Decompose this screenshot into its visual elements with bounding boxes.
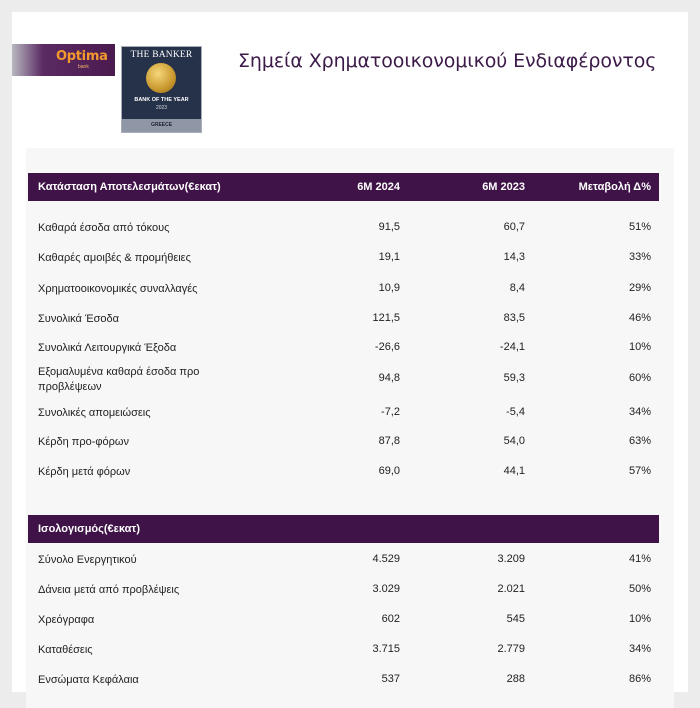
value-2024: 91,5	[378, 221, 400, 233]
value-2024: -26,6	[374, 341, 400, 353]
value-2024: 10,9	[378, 282, 400, 294]
value-2024: 537	[381, 673, 400, 685]
row-label: Καθαρά έσοδα από τόκους	[38, 222, 170, 234]
value-change: 63%	[628, 435, 651, 447]
header-col-2023: 6M 2023	[482, 181, 525, 193]
value-2023: 54,0	[503, 435, 525, 447]
balance-header-label: Ισολογισμός(€εκατ)	[38, 523, 140, 535]
optima-logo-sub: bank	[78, 64, 89, 70]
row-label: Κέρδη προ-φόρων	[38, 436, 130, 448]
award-name: BANK OF THE YEAR	[134, 97, 189, 103]
value-2023: 44,1	[503, 465, 525, 477]
value-change: 33%	[628, 251, 651, 263]
award-title: THE BANKER	[130, 50, 193, 60]
value-2023: -24,1	[499, 341, 525, 353]
value-change: 51%	[628, 221, 651, 233]
value-2023: 14,3	[503, 251, 525, 263]
value-2023: 2.021	[497, 583, 525, 595]
value-change: 86%	[628, 673, 651, 685]
row-label: Συνολικά Έσοδα	[38, 313, 119, 325]
award-country: GREECE	[122, 119, 201, 132]
value-change: 50%	[628, 583, 651, 595]
page-title: Σημεία Χρηματοοικονομικού Ενδιαφέροντος	[238, 50, 657, 72]
optima-logo-text: Optima	[56, 49, 108, 64]
row-label: Δάνεια μετά από προβλέψεις	[38, 584, 180, 596]
financial-table-panel	[26, 148, 674, 708]
value-2023: 8,4	[509, 282, 525, 294]
header-col-change: Μεταβολή Δ%	[578, 181, 651, 193]
value-change: 46%	[628, 312, 651, 324]
value-change: 34%	[628, 643, 651, 655]
value-2024: 87,8	[378, 435, 400, 447]
value-change: 57%	[628, 465, 651, 477]
value-2023: 3.209	[497, 553, 525, 565]
value-change: 60%	[628, 372, 651, 384]
row-label: Σύνολο Ενεργητικού	[38, 554, 137, 566]
optima-logo	[12, 44, 115, 76]
value-2023: 2.779	[497, 643, 525, 655]
banker-award-badge	[121, 46, 202, 133]
value-2024: 3.029	[372, 583, 400, 595]
row-label: Καταθέσεις	[38, 644, 93, 656]
row-label: Συνολικές απομειώσεις	[38, 407, 151, 419]
row-label: Συνολικά Λειτουργικά Έξοδα	[38, 342, 177, 354]
value-2024: 69,0	[378, 465, 400, 477]
value-2024: -7,2	[381, 406, 400, 418]
value-change: 10%	[628, 613, 651, 625]
results-header-label: Κατάσταση Αποτελεσμάτων(€εκατ)	[38, 181, 221, 193]
balance-table-header	[28, 515, 659, 543]
value-change: 10%	[628, 341, 651, 353]
header-col-2024: 6M 2024	[357, 181, 400, 193]
row-label: Κέρδη μετά φόρων	[38, 466, 131, 478]
value-2023: -5,4	[506, 406, 525, 418]
row-label: Χρεόγραφα	[38, 614, 95, 626]
value-2024: 602	[381, 613, 400, 625]
award-year: 2023	[155, 105, 168, 111]
value-change: 34%	[628, 406, 651, 418]
value-change: 41%	[628, 553, 651, 565]
value-change: 29%	[628, 282, 651, 294]
row-label: Χρηματοοικονομικές συναλλαγές	[38, 283, 198, 295]
value-2023: 59,3	[503, 372, 525, 384]
value-2023: 288	[506, 673, 525, 685]
value-2023: 60,7	[503, 221, 525, 233]
value-2024: 19,1	[378, 251, 400, 263]
row-label: Καθαρές αμοιβές & προμήθειες	[38, 252, 191, 264]
medal-icon	[146, 63, 176, 93]
value-2023: 83,5	[503, 312, 525, 324]
value-2024: 121,5	[372, 312, 400, 324]
value-2024: 94,8	[378, 372, 400, 384]
value-2024: 3.715	[372, 643, 400, 655]
slide-page	[12, 12, 688, 692]
row-label: Ενσώματα Κεφάλαια	[38, 674, 139, 686]
value-2023: 545	[506, 613, 525, 625]
value-2024: 4.529	[372, 553, 400, 565]
results-table-header	[28, 173, 659, 201]
row-label: Εξομαλυμένα καθαρά έσοδα προ προβλέψεων	[38, 366, 200, 393]
